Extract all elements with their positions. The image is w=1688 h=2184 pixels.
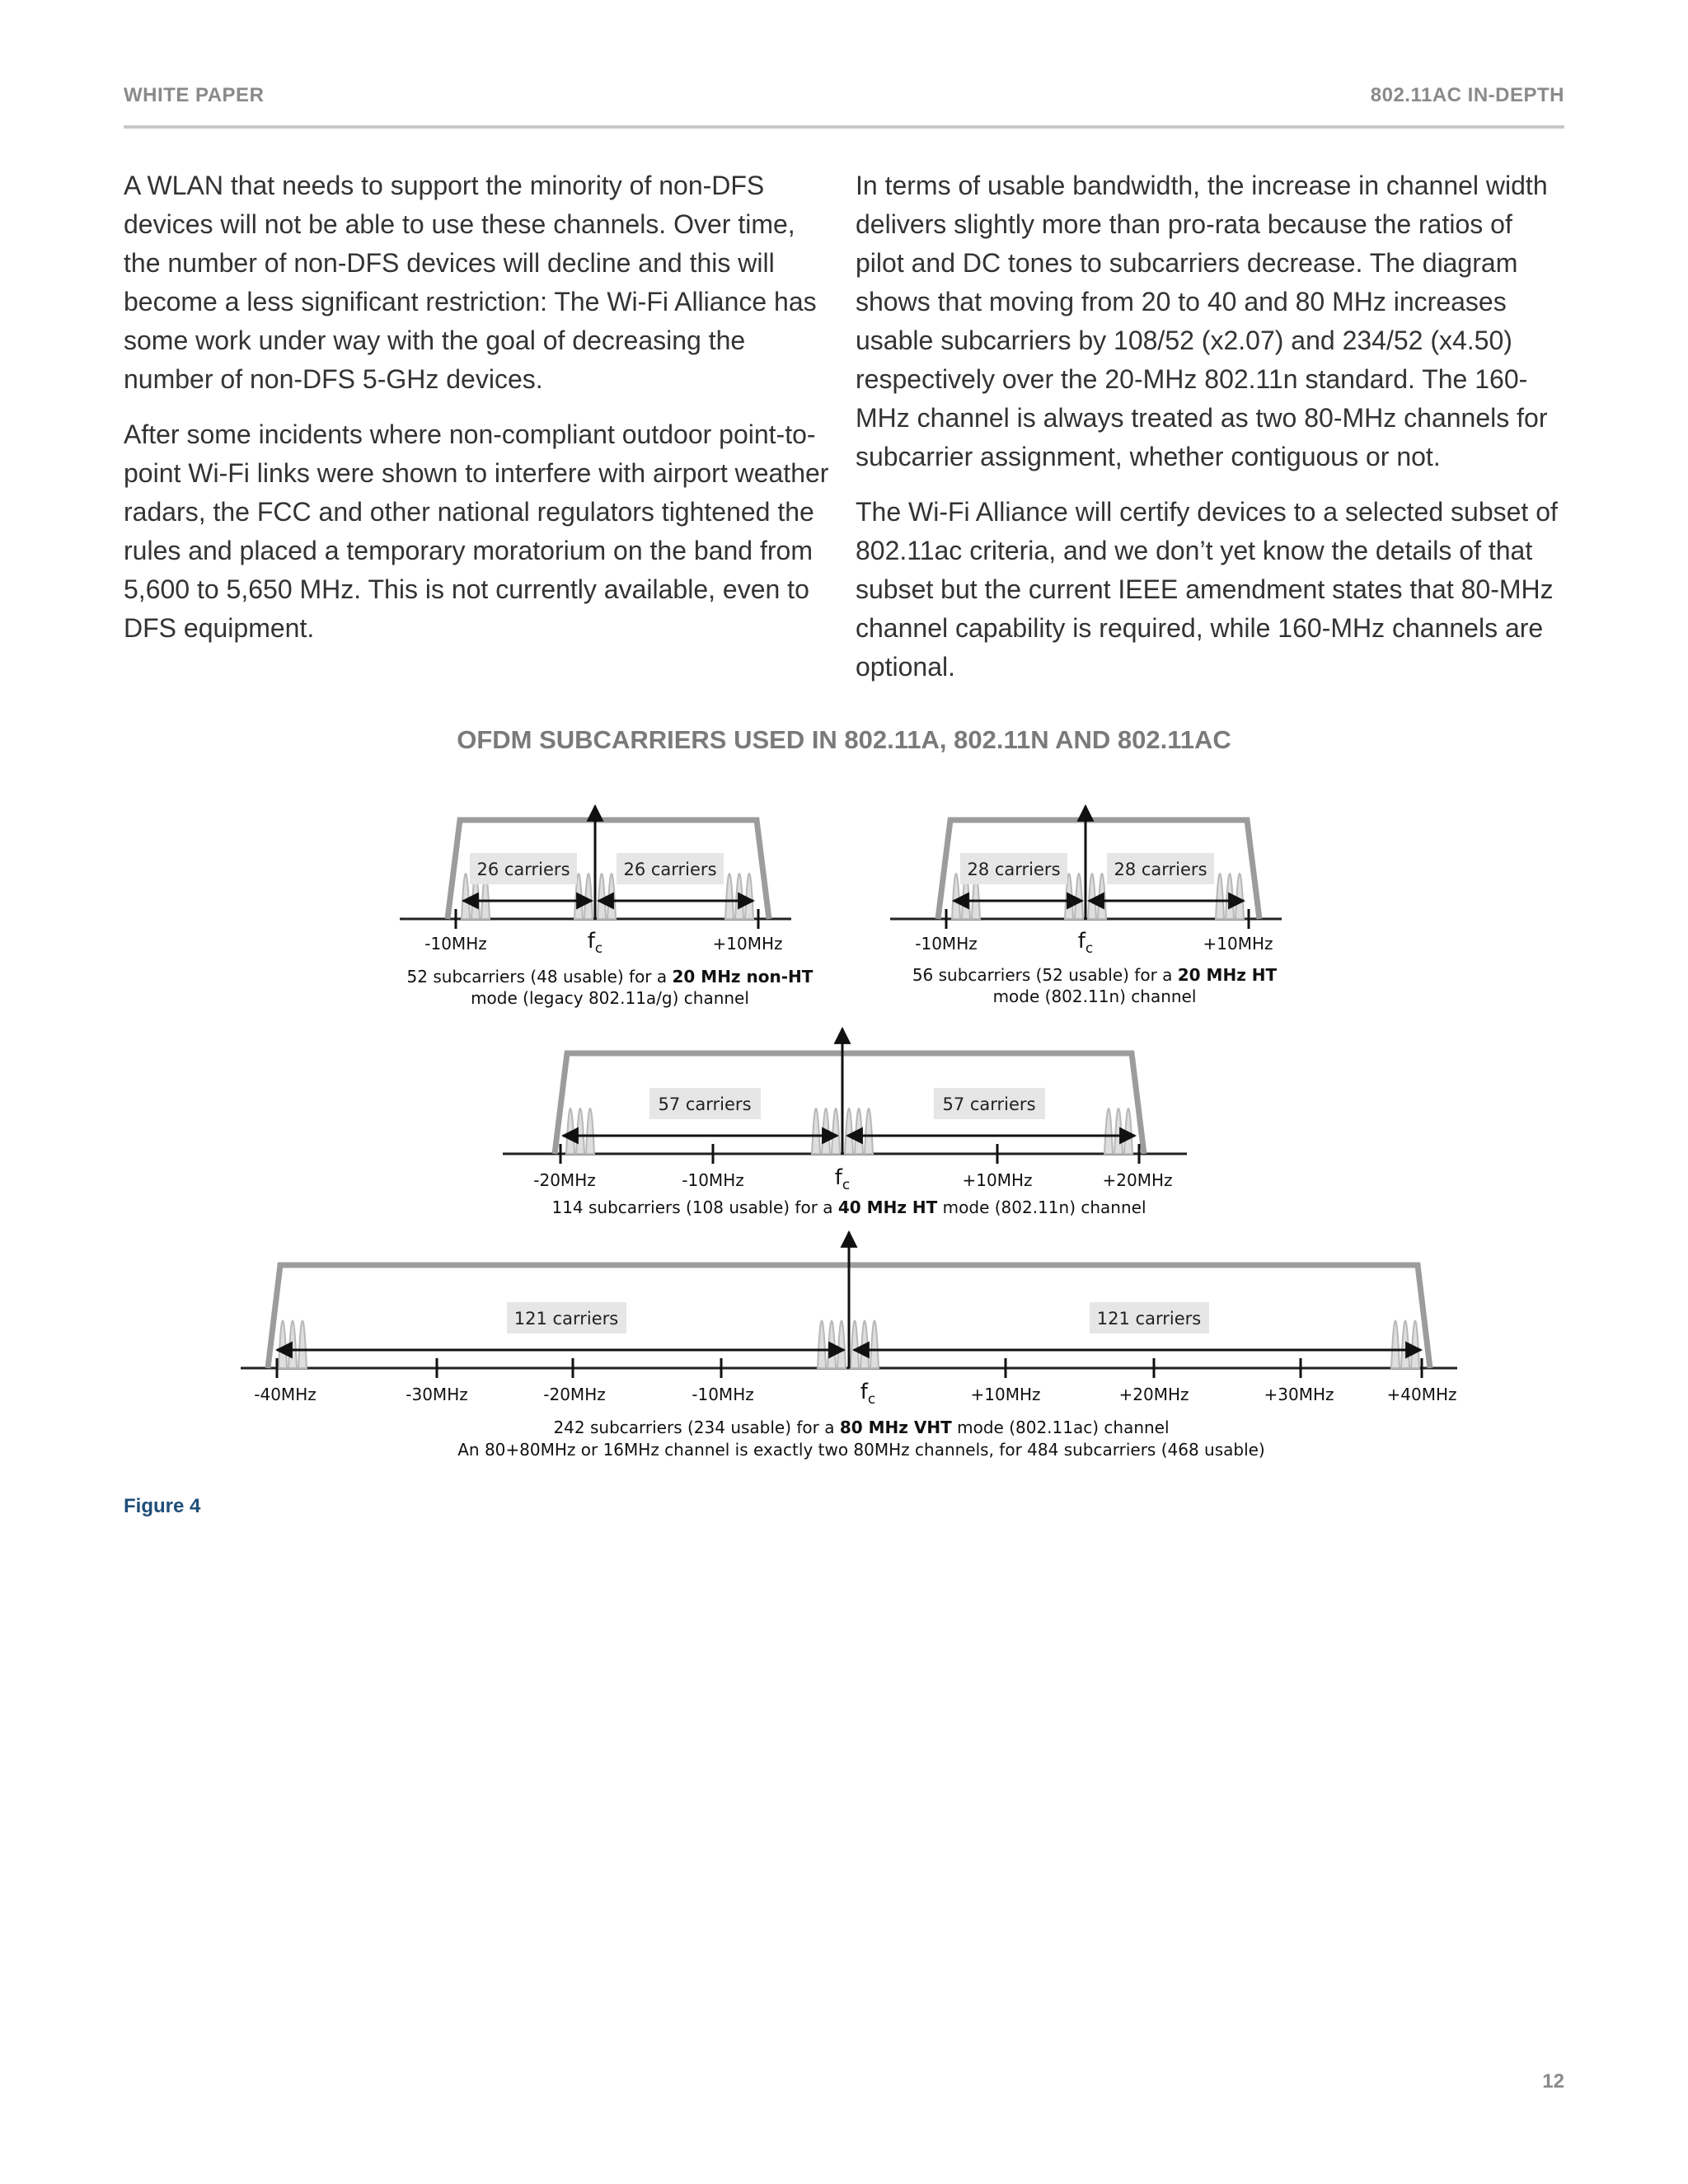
right-text-column bbox=[856, 166, 1564, 703]
figure-caption: Figure 4 bbox=[124, 1495, 201, 1517]
tick-label: +20MHz bbox=[1102, 1170, 1173, 1190]
page-number: 12 bbox=[1542, 2070, 1564, 2093]
tick-label: +10MHz bbox=[1203, 934, 1273, 954]
diagram-caption: 56 subcarriers (52 usable) for a 20 MHz HT bbox=[912, 965, 1278, 985]
diagram-20mhz-non-ht bbox=[400, 806, 814, 1008]
tick-label: +10MHz bbox=[970, 1385, 1041, 1404]
ofdm-subcarrier-diagram bbox=[231, 779, 1467, 1463]
tick-label: -10MHz bbox=[915, 934, 978, 954]
tick-label: -30MHz bbox=[406, 1385, 468, 1404]
carrier-box-label: 28 carriers bbox=[1114, 860, 1207, 879]
fc-label: $f_c$ bbox=[834, 1165, 851, 1193]
diagram-caption: 52 subcarriers (48 usable) for a 20 MHz non-HT bbox=[406, 967, 814, 987]
header-right-label: 802.11AC IN-DEPTH bbox=[1370, 84, 1564, 106]
diagram-80mhz-vht bbox=[241, 1232, 1457, 1460]
carrier-box-label: 121 carriers bbox=[513, 1309, 619, 1329]
tick-label: +30MHz bbox=[1264, 1385, 1334, 1404]
figure-title: OFDM SUBCARRIERS USED IN 802.11A, 802.11N AND 802.11AC bbox=[457, 725, 1231, 754]
fc-label: $f_c$ bbox=[860, 1380, 876, 1408]
diagram-caption: An 80+80MHz or 16MHz channel is exactly two 80MHz channels, for 484 subcarriers (468 usable) bbox=[457, 1440, 1265, 1460]
carrier-box-label: 26 carriers bbox=[623, 860, 717, 879]
header-left-label: WHITE PAPER bbox=[124, 84, 265, 106]
tick-label: +20MHz bbox=[1118, 1385, 1189, 1404]
carrier-box-label: 57 carriers bbox=[658, 1094, 752, 1114]
carrier-box-label: 26 carriers bbox=[476, 860, 570, 879]
diagram-caption: mode (legacy 802.11a/g) channel bbox=[471, 988, 749, 1008]
tick-label: +40MHz bbox=[1386, 1385, 1457, 1404]
tick-label: -10MHz bbox=[692, 1385, 754, 1404]
carrier-box-label: 121 carriers bbox=[1096, 1309, 1202, 1329]
tick-label: -40MHz bbox=[254, 1385, 316, 1404]
tick-label: -10MHz bbox=[682, 1170, 744, 1190]
diagram-20mhz-ht bbox=[890, 806, 1282, 1006]
tick-label: -10MHz bbox=[424, 934, 487, 954]
left-text-column bbox=[124, 166, 832, 664]
paragraph: After some incidents where non-compliant outdoor point-to-point Wi-Fi links were shown to interfere with airport weather radars, the FCC and other national regulators tightened the rules and placed a temporary moratorium on the band from 5,600 to 5,650 MHz. This is not currently available, even to DFS equipment. bbox=[124, 419, 829, 643]
tick-label: -20MHz bbox=[543, 1385, 606, 1404]
tick-label: +10MHz bbox=[962, 1170, 1033, 1190]
fc-label: $f_c$ bbox=[587, 929, 603, 957]
diagram-caption: 114 subcarriers (108 usable) for a 40 MHz HT mode (802.11n) channel bbox=[551, 1197, 1146, 1217]
diagram-caption: 242 subcarriers (234 usable) for a 80 MHz VHT mode (802.11ac) channel bbox=[553, 1418, 1170, 1437]
carrier-box-label: 57 carriers bbox=[942, 1094, 1036, 1114]
diagram-40mhz-ht bbox=[503, 1029, 1187, 1217]
page-header bbox=[124, 84, 1564, 129]
paragraph: In terms of usable bandwidth, the increase in channel width delivers slightly more than pro-rata because the ratios of pilot and DC tones to subcarriers decrease. The diagram shows that moving from 20 to 40 and 80 MHz increases usable subcarriers by 108/52 (x2.07) and 234/52 (x4.50) respectively over the 20-MHz 802.11n standard. The 160-MHz channel is always treated as two 80-MHz channels for subcarrier assignment, whether contiguous or not. bbox=[856, 171, 1548, 471]
paragraph: The Wi-Fi Alliance will certify devices to a selected subset of 802.11ac criteria, and we don’t yet know the details of that subset but the current IEEE amendment states that 80-MHz channel capability is required, while 160-MHz channels are optional. bbox=[856, 497, 1558, 682]
diagram-caption: mode (802.11n) channel bbox=[992, 987, 1197, 1006]
tick-label: +10MHz bbox=[712, 934, 783, 954]
fc-label: $f_c$ bbox=[1077, 929, 1094, 957]
paragraph: A WLAN that needs to support the minority of non-DFS devices will not be able to use these channels. Over time, the number of non-DFS devices will decline and this will become a less significant restriction: The Wi-Fi Alliance has some work under way with the goal of decreasing the number of non-DFS 5-GHz devices. bbox=[124, 171, 817, 394]
tick-label: -20MHz bbox=[533, 1170, 596, 1190]
carrier-box-label: 28 carriers bbox=[967, 860, 1061, 879]
